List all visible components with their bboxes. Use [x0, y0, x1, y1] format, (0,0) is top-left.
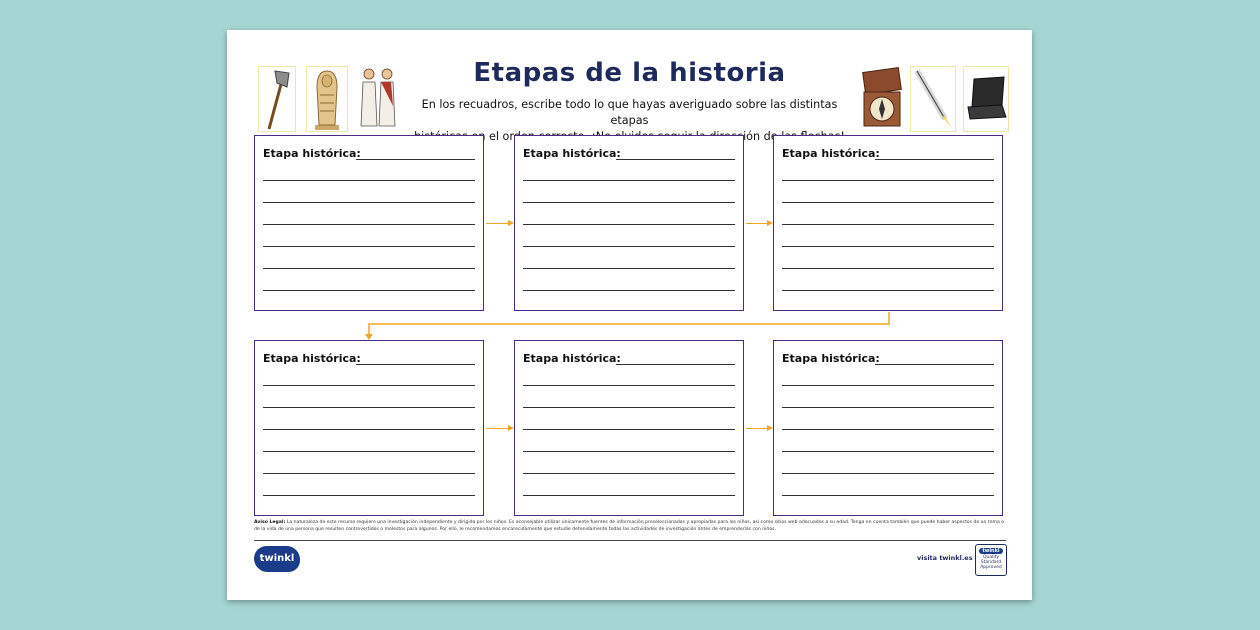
stage-panel-2 [514, 135, 744, 311]
writing-line[interactable] [263, 180, 475, 181]
stage-panel-6 [773, 340, 1003, 516]
writing-line[interactable] [263, 385, 475, 386]
writing-line[interactable] [523, 407, 735, 408]
writing-line[interactable] [782, 495, 994, 496]
badge-line-2: Quality Standard [980, 555, 1002, 565]
page-title: Etapas de la historia [473, 58, 786, 88]
writing-line[interactable] [523, 429, 735, 430]
writing-line[interactable] [782, 385, 994, 386]
stage-name-line[interactable] [875, 364, 994, 365]
stage-panel-1 [254, 135, 484, 311]
writing-line[interactable] [782, 429, 994, 430]
writing-line[interactable] [263, 290, 475, 291]
stage-panel-4 [254, 340, 484, 516]
stage-name-line[interactable] [356, 364, 475, 365]
stage-panel-5 [514, 340, 744, 516]
writing-line[interactable] [263, 473, 475, 474]
badge-line-3: Approved [980, 565, 1002, 570]
writing-line[interactable] [782, 202, 994, 203]
writing-line[interactable] [523, 224, 735, 225]
arrow-right-icon [746, 428, 771, 429]
rocket-icon [910, 66, 956, 132]
visit-link[interactable]: visita twinkl.es [917, 554, 973, 562]
writing-line[interactable] [782, 268, 994, 269]
stage-label: Etapa histórica: [263, 147, 361, 160]
writing-line[interactable] [523, 180, 735, 181]
writing-line[interactable] [263, 202, 475, 203]
stage-name-line[interactable] [616, 364, 735, 365]
writing-line[interactable] [782, 290, 994, 291]
stage-label: Etapa histórica: [263, 352, 361, 365]
stage-name-line[interactable] [356, 159, 475, 160]
laptop-icon [963, 66, 1009, 132]
writing-line[interactable] [782, 473, 994, 474]
stage-name-line[interactable] [875, 159, 994, 160]
quality-badge-icon [975, 544, 1007, 576]
writing-line[interactable] [523, 473, 735, 474]
legal-notice [254, 519, 1006, 533]
writing-line[interactable] [523, 451, 735, 452]
writing-line[interactable] [782, 246, 994, 247]
arrow-right-icon [746, 223, 771, 224]
writing-line[interactable] [263, 246, 475, 247]
stage-name-line[interactable] [616, 159, 735, 160]
worksheet-page [227, 30, 1032, 600]
stage-label: Etapa histórica: [523, 147, 621, 160]
stage-label: Etapa histórica: [523, 352, 621, 365]
writing-line[interactable] [263, 268, 475, 269]
badge-brand: twinkl [979, 548, 1003, 554]
writing-line[interactable] [263, 429, 475, 430]
twinkl-logo[interactable]: twinkl [254, 546, 300, 572]
writing-line[interactable] [263, 495, 475, 496]
writing-line[interactable] [782, 407, 994, 408]
writing-line[interactable] [523, 290, 735, 291]
connector-arrow-icon [362, 310, 894, 340]
compass-icon [861, 66, 903, 130]
legal-text: La naturaleza de este recurso requiere una investigación independiente y dirigida por los niños. Es aconsejable utilizar únicamente fuentes de información preseleccionadas y apropiadas para los niños, así como sitios web adecuados a su edad. Tenga en cuenta también que puede haber aspectos de un tema o de la vida de una persona que resulten controvertidos o molestos para algunos. Por ello, le recomendamos encarecidamente que estudie detenidamente todas las actividades de investigación antes de emprenderlas con niños. [254, 520, 1005, 532]
writing-line[interactable] [782, 224, 994, 225]
stage-panel-3 [773, 135, 1003, 311]
writing-line[interactable] [782, 451, 994, 452]
arrow-right-icon [486, 223, 512, 224]
instructions-line-1: En los recuadros, escribe todo lo que hayas averiguado sobre las distintas etapas [421, 98, 838, 127]
legal-label: Aviso Legal: [254, 520, 286, 525]
instructions-line-2: el de [488, 130, 778, 143]
writing-line[interactable] [523, 385, 735, 386]
writing-line[interactable] [523, 246, 735, 247]
footer-divider [254, 540, 1006, 541]
stage-label: Etapa histórica: [782, 147, 880, 160]
writing-line[interactable] [263, 224, 475, 225]
arrow-right-icon [486, 428, 512, 429]
writing-line[interactable] [263, 451, 475, 452]
writing-line[interactable] [523, 202, 735, 203]
writing-line[interactable] [782, 180, 994, 181]
stage-label: Etapa histórica: [782, 352, 880, 365]
writing-line[interactable] [523, 495, 735, 496]
writing-line[interactable] [263, 407, 475, 408]
writing-line[interactable] [523, 268, 735, 269]
